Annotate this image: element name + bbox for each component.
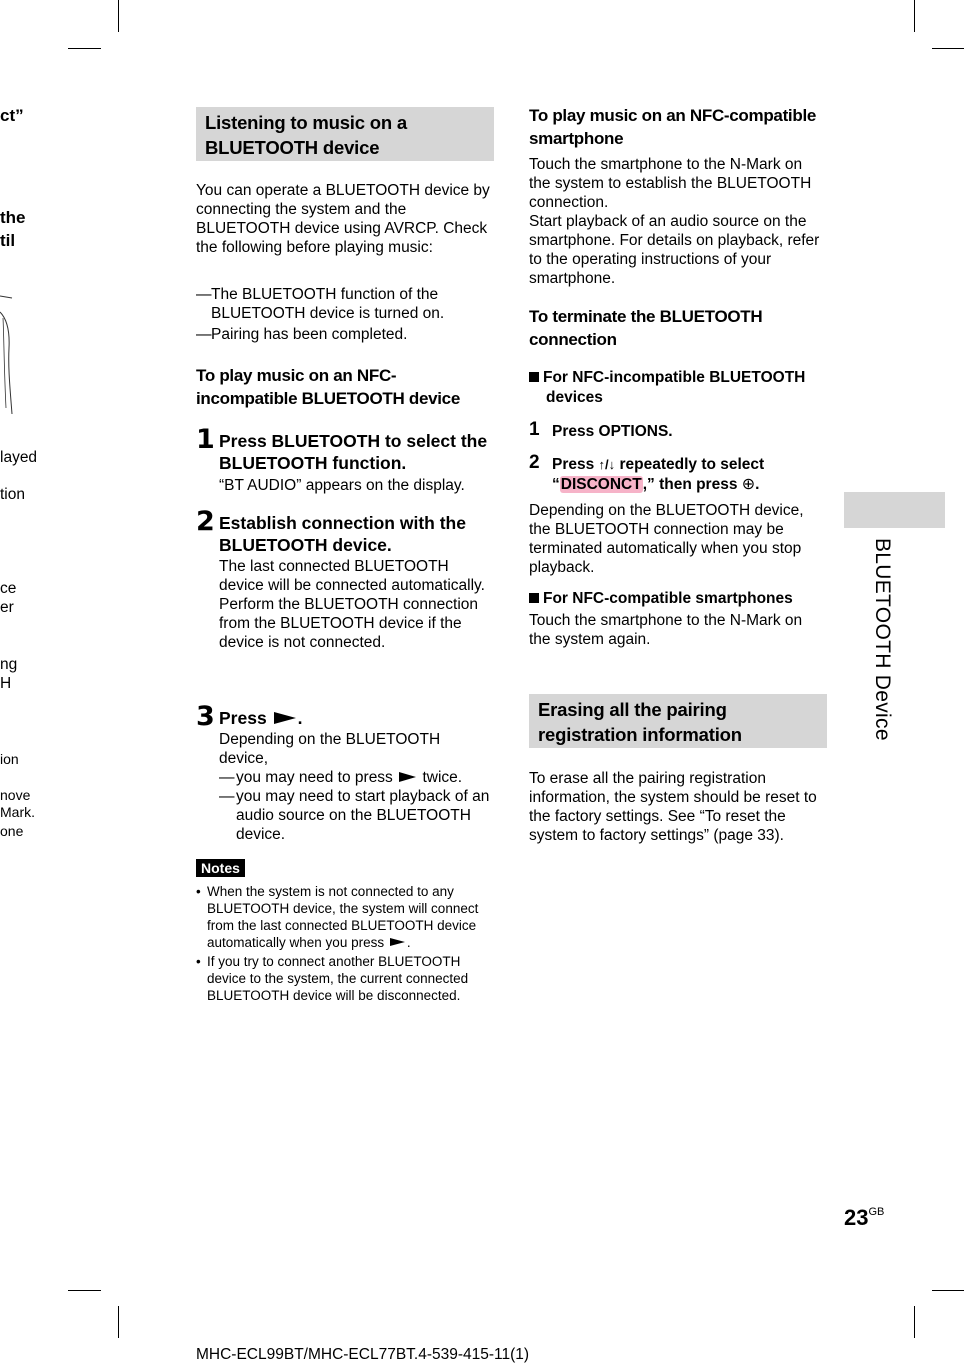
crop-mark xyxy=(932,1290,964,1291)
play-icon xyxy=(399,772,416,782)
left-fragment: Mark. xyxy=(0,804,35,820)
checklist xyxy=(196,285,492,344)
step-title: Establish connection with the BLUETOOTH device. xyxy=(219,513,466,555)
note-item: • If you try to connect another BLUETOOTH device to the system, the current connected BLUETOOTH device will be disconnected. xyxy=(196,953,488,1004)
intro-paragraph: You can operate a BLUETOOTH device by connecting the system and the BLUETOOTH device using AVRCP. Check the following before playing music: xyxy=(196,182,490,256)
step-number: 2 xyxy=(196,506,215,537)
step-number: 2 xyxy=(529,452,540,473)
crop-mark xyxy=(914,0,915,32)
left-fragment: the xyxy=(0,208,26,227)
enter-button-icon: ⊕ xyxy=(741,476,756,493)
play-icon xyxy=(274,712,296,724)
checklist-item: — The BLUETOOTH function of the BLUETOOTH device is turned on. xyxy=(196,286,445,322)
subheading-nfc-compatible: To play music on an NFC-compatible smartphone xyxy=(529,106,817,148)
left-fragment: H xyxy=(0,675,12,692)
section-tab xyxy=(844,492,945,528)
left-fragment: ion xyxy=(0,751,19,767)
left-fragment: ng xyxy=(0,656,18,673)
section-heading-erasing: Erasing all the pairing registration information xyxy=(529,694,827,748)
notes-list xyxy=(196,883,488,1004)
step-text: Press OPTIONS. xyxy=(552,423,673,440)
left-fragment: layed xyxy=(0,449,38,466)
step-option: — you may need to press twice. xyxy=(219,769,463,786)
step-title: Press . xyxy=(219,708,303,728)
step-number: 1 xyxy=(529,419,540,440)
display-text-highlight: DISCONCT xyxy=(560,476,642,493)
left-fragment: ct” xyxy=(0,106,24,125)
left-fragment: ce xyxy=(0,580,17,597)
left-fragment: er xyxy=(0,599,14,616)
subheading-terminate: To terminate the BLUETOOTH connection xyxy=(529,307,763,349)
incompatible-paragraph: Depending on the BLUETOOTH device, the BLUETOOTH connection may be terminated automatically when you stop playback. xyxy=(529,502,804,576)
checklist-item: — Pairing has been completed. xyxy=(196,326,408,343)
erase-paragraph: To erase all the pairing registration information, the system should be reset to the factory settings. See “To reset the system to factory settings” (page 33). xyxy=(529,770,817,844)
compatible-heading: For NFC-compatible smartphones xyxy=(529,589,825,609)
step-number: 1 xyxy=(196,424,215,455)
step-3 xyxy=(196,703,492,844)
step-body: The last connected BLUETOOTH device will be connected automatically. xyxy=(219,558,485,594)
nfc-paragraph: Touch the smartphone to the N-Mark on the system to establish the BLUETOOTH connection. Start playback of an audio source on the smartphone. For details on playback, refer to the operating instructions of your smartphone. xyxy=(529,156,820,287)
square-bullet-icon xyxy=(529,372,539,382)
left-fragment: til xyxy=(0,231,16,250)
crop-mark xyxy=(68,1290,101,1291)
crop-mark xyxy=(118,0,119,32)
step-1 xyxy=(196,426,492,495)
crop-mark xyxy=(932,48,964,49)
crop-mark xyxy=(68,48,101,49)
page-number: $23^{GB}$ xyxy=(844,1205,885,1230)
left-fragment: nove xyxy=(0,787,31,803)
step-body: Perform the BLUETOOTH connection from the BLUETOOTH device if the device is not connected. xyxy=(219,596,479,651)
compatible-paragraph: Touch the smartphone to the N-Mark on the system again. xyxy=(529,612,803,648)
notes-label: Notes xyxy=(196,859,245,878)
left-fragment: tion xyxy=(0,486,25,503)
footer-code: MHC-ECL99BT/MHC-ECL77BT.4-539-415-11(1) xyxy=(196,1346,530,1363)
step-number: 3 xyxy=(196,701,215,732)
step-2 xyxy=(196,508,492,652)
terminate-step-2: 2 Press ↑/↓ repeatedly to select “DISCONCT,” then press ⊕. xyxy=(529,452,765,493)
subheading-nfc-incompatible: To play music on an NFC-incompatible BLUETOOTH device xyxy=(196,366,460,408)
step-option: — you may need to start playback of an audio source on the BLUETOOTH device. xyxy=(219,788,490,843)
play-icon xyxy=(390,938,405,946)
left-fragment: one xyxy=(0,823,24,839)
terminate-step-1 xyxy=(529,419,825,442)
step-body: Depending on the BLUETOOTH device, xyxy=(219,731,441,767)
step-body: “BT AUDIO” appears on the display. xyxy=(219,477,465,494)
step-title: Press BLUETOOTH to select the BLUETOOTH function. xyxy=(219,431,488,473)
crop-mark xyxy=(914,1306,915,1338)
up-down-arrow-icon: ↑/↓ xyxy=(598,457,616,472)
incompatible-heading: For NFC-incompatible BLUETOOTH devices xyxy=(529,368,825,408)
square-bullet-icon xyxy=(529,593,539,603)
illustration-fragment xyxy=(0,288,16,420)
section-heading-listening: Listening to music on a BLUETOOTH device xyxy=(196,107,494,161)
section-tab-label: BLUETOOTH Device xyxy=(871,538,894,741)
note-item: • When the system is not connected to any BLUETOOTH device, the system will connect from the last connected BLUETOOTH device automatically when you press . xyxy=(196,883,488,951)
crop-mark xyxy=(118,1306,119,1338)
